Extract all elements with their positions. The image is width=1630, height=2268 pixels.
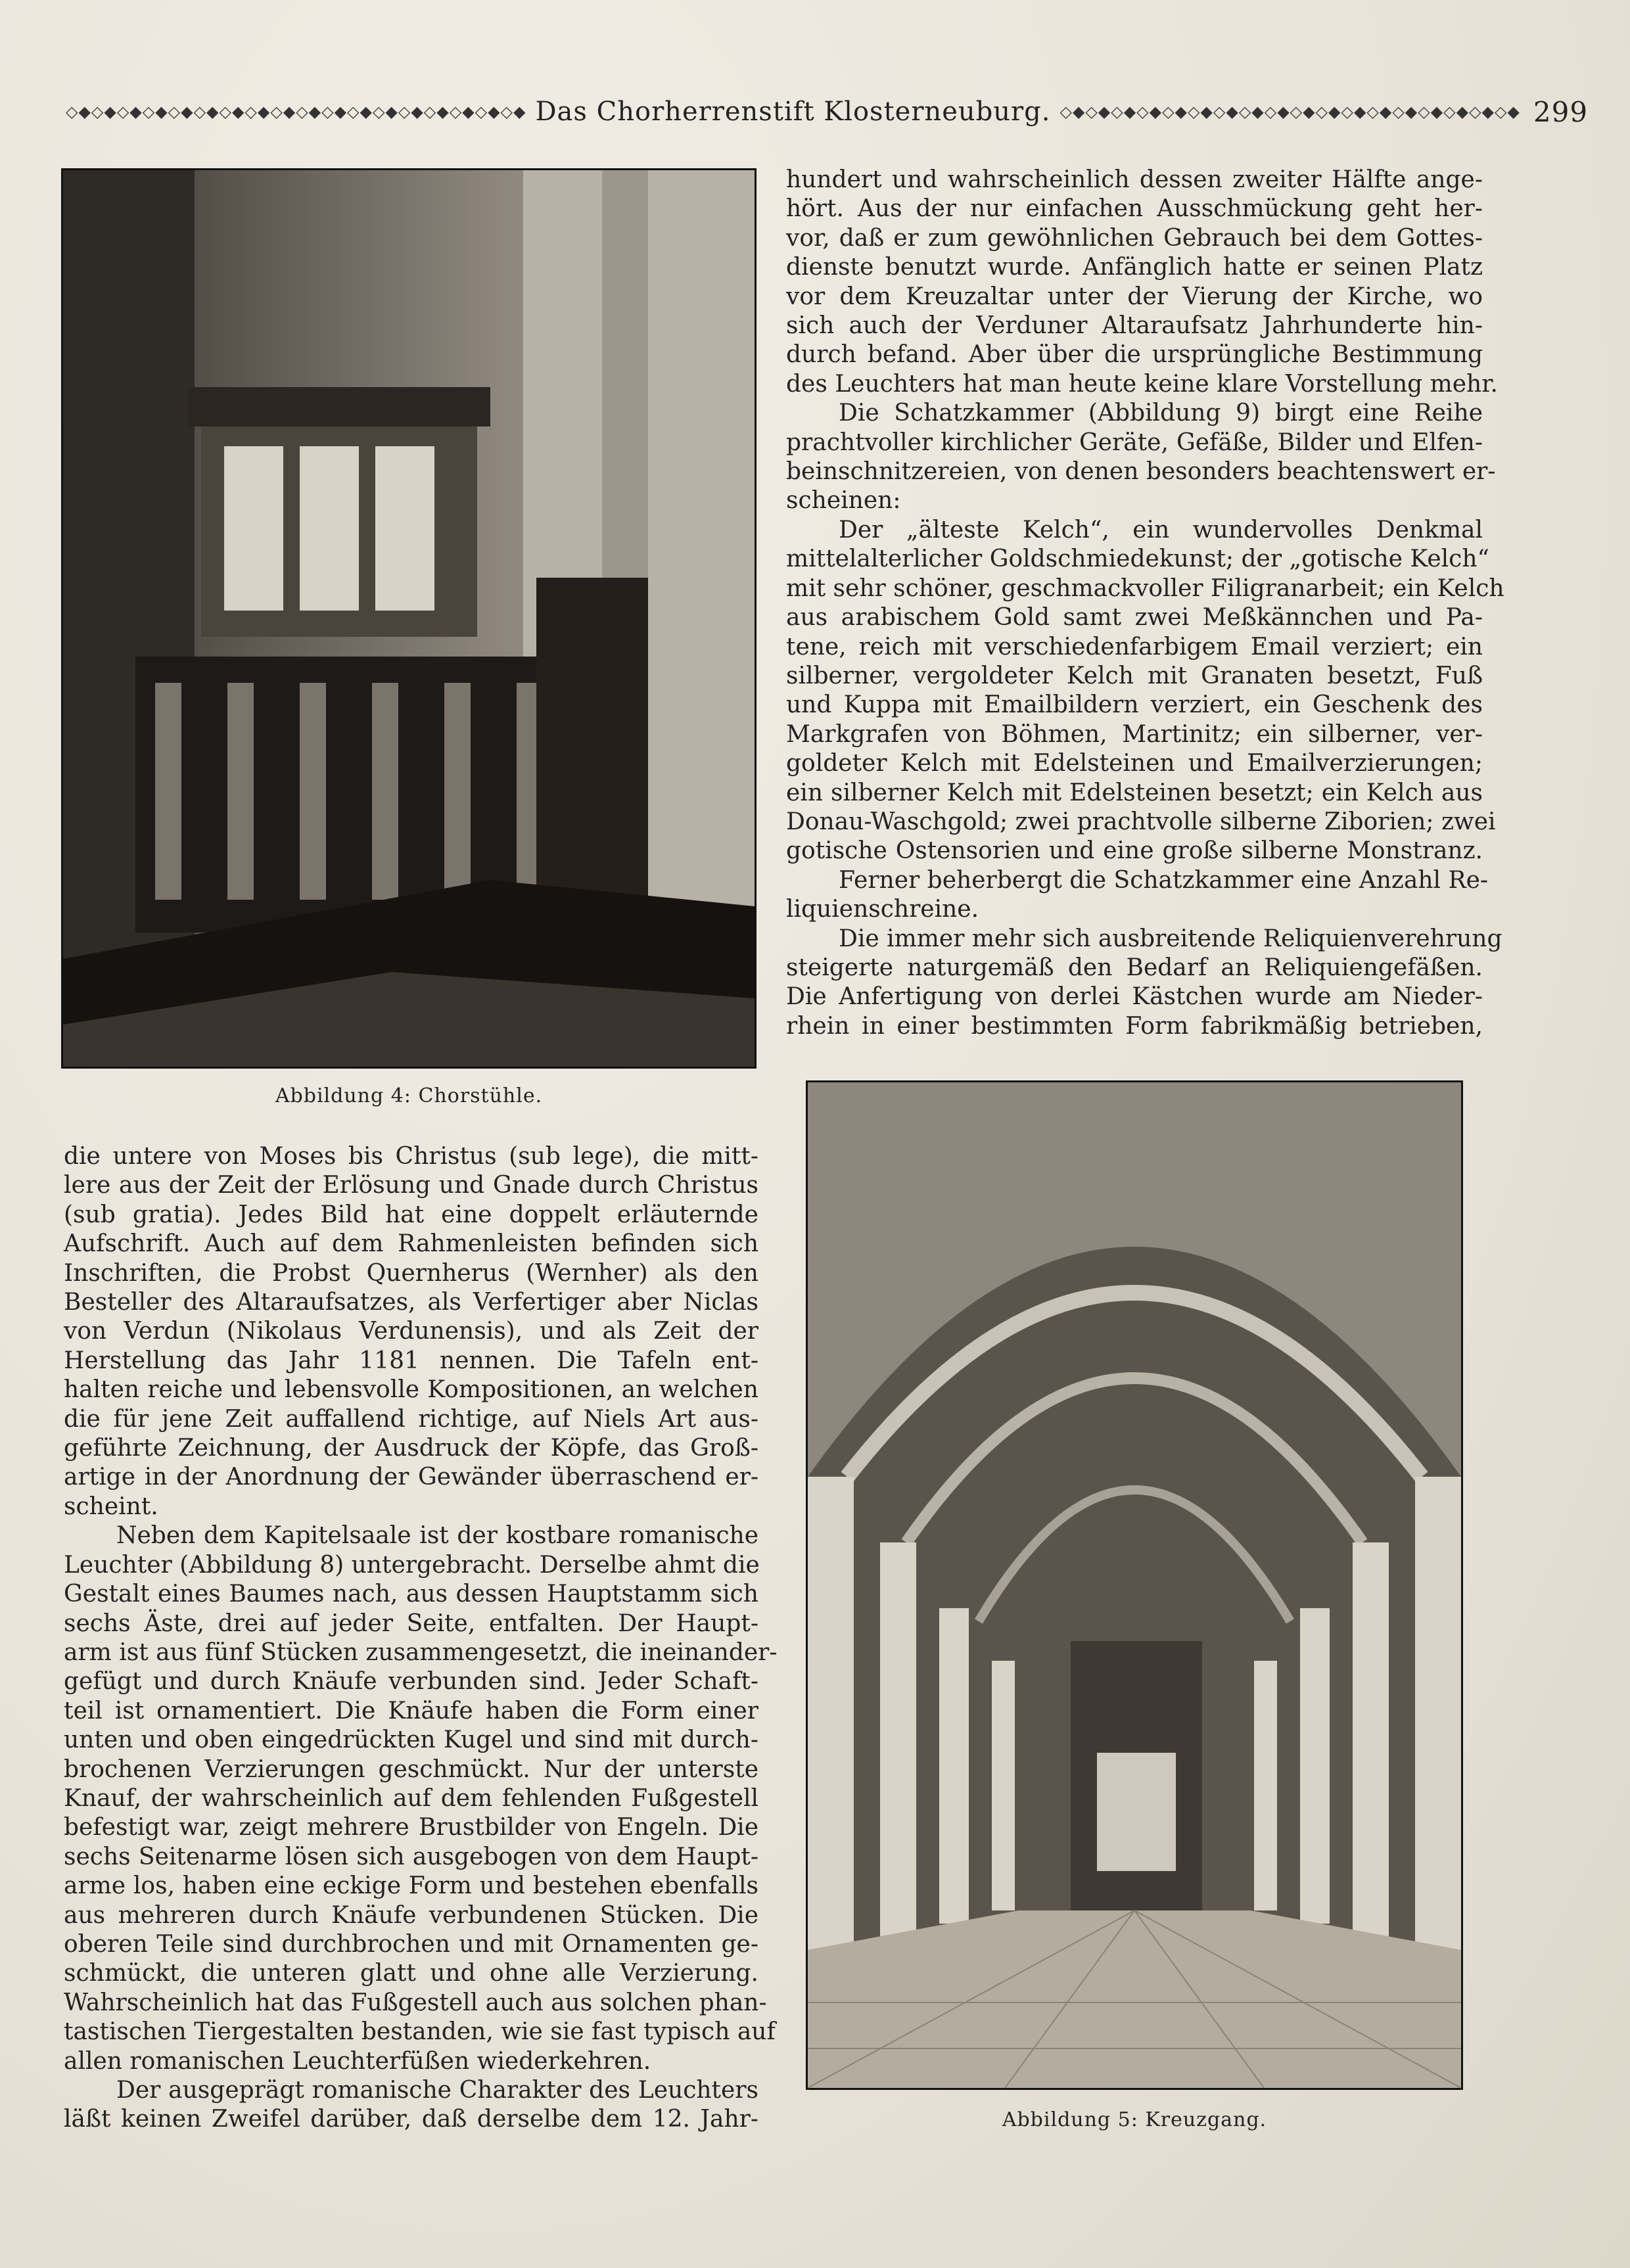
text-line: Die immer mehr sich ausbreitende Reliquienverehrung — [839, 925, 1502, 952]
text-line: Die Anfertigung von derlei Kästchen wurde am Nieder- — [786, 983, 1483, 1011]
cloister-illustration — [808, 1082, 1461, 2088]
text-line: allen romanischen Leuchterfüßen wiederkehren. — [64, 2047, 651, 2075]
text-line: prachtvoller kirchlicher Geräte, Gefäße, Bilder und Elfen- — [786, 428, 1483, 456]
text-line: tastischen Tiergestalten bestanden, wie sie fast typisch auf — [64, 2018, 776, 2046]
figure-4-choir-stalls-photo — [61, 168, 757, 1069]
text-line: sechs Seitenarme lösen sich ausgebogen von dem Haupt- — [64, 1843, 758, 1870]
text-line: hört. Aus der nur einfachen Ausschmückung geht her- — [786, 195, 1483, 223]
figure-4-caption: Abbildung 4: Chorstühle. — [275, 1084, 543, 1107]
text-line: liquienschreine. — [786, 896, 979, 923]
text-line: gotische Ostensorien und eine große silberne Monstranz. — [786, 837, 1483, 865]
text-line: von Verdun (Nikolaus Verdunensis), und als Zeit der — [64, 1318, 758, 1345]
text-line: ein silberner Kelch mit Edelsteinen besetzt; ein Kelch aus — [786, 779, 1483, 806]
text-line: Aufschrift. Auch auf dem Rahmenleisten befinden sich — [64, 1230, 758, 1258]
text-line: scheinen: — [786, 487, 901, 515]
header-ornament-right: ◇◆◇◆◇◆◇◆◇◆◇◆◇◆◇◆◇◆◇◆◇◆◇◆◇◆◇◆◇◆◇◆◇◆◇◆ — [1060, 103, 1520, 121]
text-line: Der „älteste Kelch“, ein wundervolles Denkmal — [839, 516, 1483, 544]
text-line: Die Schatzkammer (Abbildung 9) birgt eine Reihe — [839, 400, 1483, 427]
text-line: des Leuchters hat man heute keine klare Vorstellung mehr. — [786, 370, 1498, 398]
text-line: brochenen Verzierungen geschmückt. Nur der unterste — [64, 1755, 758, 1783]
left-column-text — [64, 1142, 778, 2135]
text-line: schmückt, die unteren glatt und ohne alle Verzierung. — [64, 1960, 758, 1987]
text-line: Ferner beherbergt die Schatzkammer eine Anzahl Re- — [839, 866, 1489, 894]
text-line: silberner, vergoldeter Kelch mit Granaten besetzt, Fuß — [786, 662, 1483, 689]
running-title: Das Chorherrenstift Klosterneuburg. — [535, 97, 1051, 127]
text-line: Wahrscheinlich hat das Fußgestell auch aus solchen phan- — [64, 1989, 767, 2016]
text-line: läßt keinen Zweifel darüber, daß derselbe dem 12. Jahr- — [64, 2106, 758, 2133]
text-line: Herstellung das Jahr 1181 nennen. Die Tafeln ent- — [64, 1347, 758, 1374]
text-line: goldeter Kelch mit Edelsteinen und Emailverzierungen; — [786, 750, 1483, 777]
text-line: steigerte naturgemäß den Bedarf an Reliquiengefäßen. — [786, 954, 1483, 981]
text-line: aus arabischem Gold samt zwei Meßkännchen und Pa- — [786, 604, 1483, 632]
text-line: die untere von Moses bis Christus (sub lege), die mitt- — [64, 1143, 758, 1170]
figure-5-cloister-photo — [806, 1080, 1463, 2090]
text-line: hundert und wahrscheinlich dessen zweiter Hälfte ange- — [786, 166, 1483, 193]
text-line: sich auch der Verduner Altaraufsatz Jahrhunderte hin- — [786, 312, 1483, 340]
text-line: unten und oben eingedrückten Kugel und sind mit durch- — [64, 1726, 758, 1754]
text-line: Leuchter (Abbildung 8) untergebracht. Derselbe ahmt die — [64, 1551, 760, 1579]
text-line: Inschriften, die Probst Quernherus (Wernher) als den — [64, 1259, 758, 1287]
text-line: vor, daß er zum gewöhnlichen Gebrauch bei dem Gottes- — [786, 224, 1483, 252]
text-line: mittelalterlicher Goldschmiedekunst; der „gotische Kelch“ — [786, 545, 1489, 573]
text-line: aus mehreren durch Knäufe verbundenen Stücken. Die — [64, 1901, 758, 1929]
choir-stalls-illustration — [63, 170, 755, 1067]
figure-5-caption: Abbildung 5: Kreuzgang. — [1002, 2108, 1267, 2131]
text-line: mit sehr schöner, geschmackvoller Filigranarbeit; ein Kelch — [786, 574, 1504, 602]
text-line: gefügt und durch Knäufe verbunden sind. Jeder Schaft- — [64, 1668, 758, 1696]
text-line: teil ist ornamentiert. Die Knäufe haben die Form einer — [64, 1697, 758, 1724]
text-line: geführte Zeichnung, der Ausdruck der Köpfe, das Groß- — [64, 1435, 758, 1462]
text-line: befestigt war, zeigt mehrere Brustbilder von Engeln. Die — [64, 1814, 758, 1841]
text-line: Donau-Waschgold; zwei prachtvolle silberne Ziborien; zwei — [786, 808, 1496, 835]
text-line: (sub gratia). Jedes Bild hat eine doppelt erläuternde — [64, 1201, 758, 1228]
text-line: dienste benutzt wurde. Anfänglich hatte er seinen Platz — [786, 254, 1483, 281]
text-line: Der ausgeprägt romanische Charakter des Leuchters — [116, 2077, 758, 2104]
text-line: die für jene Zeit auffallend richtige, auf Niels Art aus- — [64, 1405, 758, 1433]
text-line: oberen Teile sind durchbrochen und mit Ornamenten ge- — [64, 1930, 758, 1958]
header-ornament-left: ◇◆◇◆◇◆◇◆◇◆◇◆◇◆◇◆◇◆◇◆◇◆◇◆◇◆◇◆◇◆◇◆◇◆◇◆ — [66, 103, 526, 121]
text-line: scheint. — [64, 1493, 158, 1520]
text-line: arme los, haben eine eckige Form und bestehen ebenfalls — [64, 1872, 758, 1900]
text-line: vor dem Kreuzaltar unter der Vierung der Kirche, wo — [786, 283, 1483, 310]
text-line: und Kuppa mit Emailbildern verziert, ein Geschenk des — [786, 691, 1483, 719]
page-number: 299 — [1533, 95, 1589, 128]
text-line: tene, reich mit verschiedenfarbigem Email verziert; ein — [786, 633, 1483, 660]
text-line: arm ist aus fünf Stücken zusammengesetzt, die ineinander- — [64, 1638, 778, 1666]
text-line: artige in der Anordnung der Gewänder überraschend er- — [64, 1464, 758, 1491]
right-column-text — [786, 166, 1504, 1041]
text-line: durch befand. Aber über die ursprüngliche Bestimmung — [786, 341, 1483, 369]
text-line: Gestalt eines Baumes nach, aus dessen Hauptstamm sich — [64, 1581, 758, 1608]
text-line: halten reiche und lebensvolle Kompositionen, an welchen — [64, 1376, 758, 1404]
text-line: beinschnitzereien, von denen besonders beachtenswert er- — [786, 458, 1496, 486]
text-line: Besteller des Altaraufsatzes, als Verfertiger aber Niclas — [64, 1289, 758, 1316]
text-line: Knauf, der wahrscheinlich auf dem fehlenden Fußgestell — [64, 1784, 758, 1812]
text-line: lere aus der Zeit der Erlösung und Gnade durch Christus — [64, 1172, 758, 1199]
text-line: sechs Äste, drei auf jeder Seite, entfalten. Der Haupt- — [64, 1609, 758, 1637]
text-line: Markgrafen von Böhmen, Martinitz; ein silberner, ver- — [786, 720, 1483, 748]
running-header — [66, 92, 1589, 131]
text-line: Neben dem Kapitelsaale ist der kostbare romanische — [116, 1522, 758, 1550]
text-line: rhein in einer bestimmten Form fabrikmäßig betrieben, — [786, 1012, 1483, 1040]
